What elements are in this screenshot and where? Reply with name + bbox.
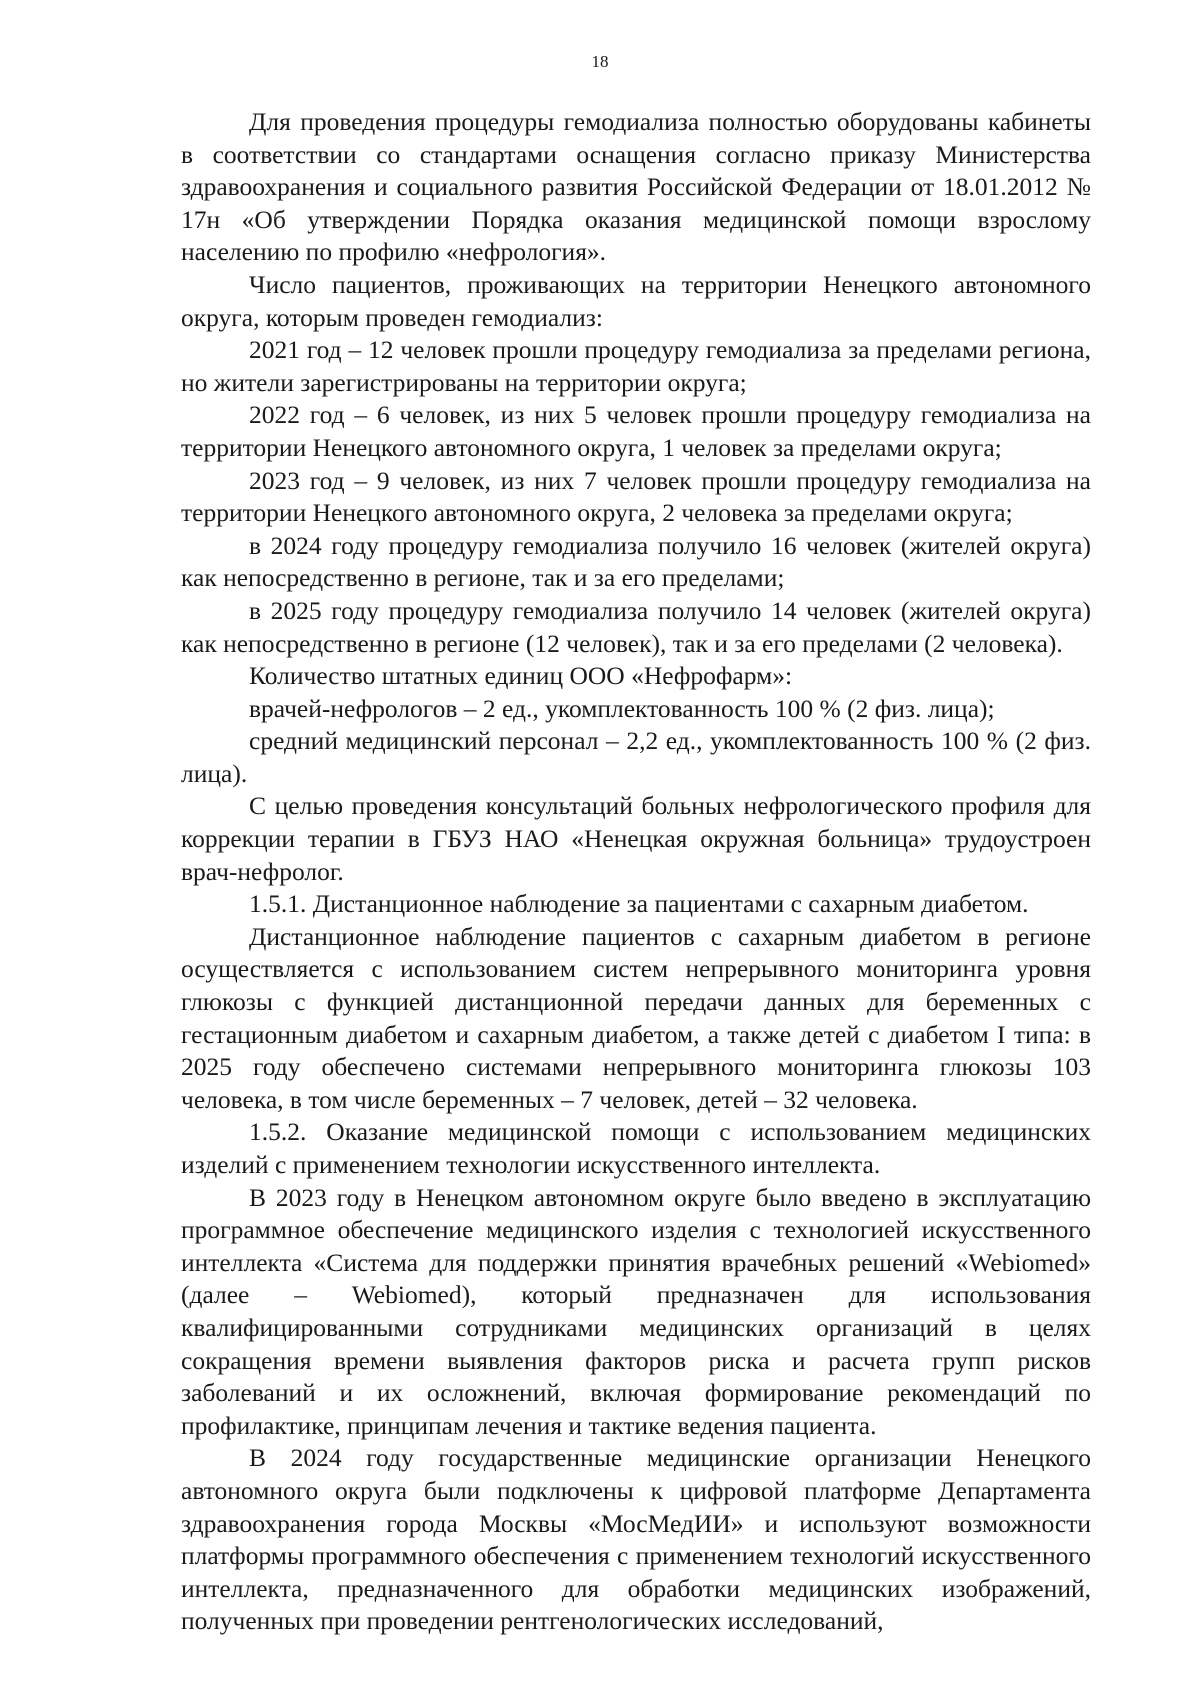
paragraph-patient-count-intro: Число пациентов, проживающих на территории Ненецкого автономного округа, которым проведен гемодиализ: xyxy=(181,269,1091,332)
paragraph-staff-units: Количество штатных единиц ООО «Нефрофарм»: xyxy=(249,661,793,691)
paragraph-year-2022: 2022 год – 6 человек, из них 5 человек прошли процедуру гемодиализа на территории Ненецкого автономного округа, 1 человек за пределами округа; xyxy=(181,400,1091,462)
paragraph-nephrologist-hired: С целью проведения консультаций больных нефрологического профиля для коррекции терапии в ГБУЗ НАО «Ненецкая окружная больница» трудоустроен врач-нефролог. xyxy=(181,791,1091,886)
paragraph-medical-staff: средний медицинский персонал – 2,2 ед., укомплектованность 100 % (2 физ. лица). xyxy=(181,726,1091,788)
paragraph-year-2025: в 2025 году процедуру гемодиализа получило 14 человек (жителей округа) как непосредственно в регионе (12 человек), так и за его пределами (2 человека). xyxy=(181,595,1091,658)
paragraph-nephrologists: врачей-нефрологов – 2 ед., укомплектованность 100 % (2 физ. лица); xyxy=(249,693,995,723)
section-heading-1-5-2: 1.5.2. Оказание медицинской помощи с использованием медицинских изделий с применением технологии искусственного интеллекта. xyxy=(181,1117,1091,1179)
paragraph-glucose-monitoring: Дистанционное наблюдение пациентов с сахарным диабетом в регионе осуществляется с использованием систем непрерывного мониторинга уровня глюкозы с функцией дистанционной передачи данных для беременных с гестационным диабетом и сахарным диабетом, а также детей с диабетом I типа: в 2025 году обеспечено системами непрерывного мониторинга глюкозы 103 человека, в том числе беременных – 7 человек, детей – 32 человека. xyxy=(181,921,1091,1114)
section-heading-1-5-1: 1.5.1. Дистанционное наблюдение за пациентами с сахарным диабетом. xyxy=(249,889,1029,919)
paragraph-year-2024: в 2024 году процедуру гемодиализа получило 16 человек (жителей округа) как непосредственно в регионе, так и за его пределами; xyxy=(181,530,1091,593)
paragraph-hemodialysis-equipment: Для проведения процедуры гемодиализа полностью оборудованы кабинеты в соответствии со стандартами оснащения согласно приказу Министерства здравоохранения и социального развития Российской Федерации от 18.01.2012 № 17н «Об утверждении Порядка оказания медицинской помощи взрослому населению по профилю «нефрология». xyxy=(181,107,1091,267)
paragraph-year-2021: 2021 год – 12 человек прошли процедуру гемодиализа за пределами региона, но жители зарегистрированы на территории округа; xyxy=(181,335,1091,397)
paragraph-mosmedii: В 2024 году государственные медицинские организации Ненецкого автономного округа были подключены к цифровой платформе Департамента здравоохранения города Москвы «МосМедИИ» и используют возможности платформы программного обеспечения с применением технологий искусственного интеллекта, предназначенного для обработки медицинских изображений, полученных при проведении рентгенологических исследований, xyxy=(181,1443,1091,1636)
document-body xyxy=(181,106,1091,1638)
paragraph-year-2023: 2023 год – 9 человек, из них 7 человек прошли процедуру гемодиализа на территории Ненецкого автономного округа, 2 человека за пределами округа; xyxy=(181,465,1091,528)
page-number: 18 xyxy=(591,52,609,71)
paragraph-webiomed: В 2023 году в Ненецком автономном округе было введено в эксплуатацию программное обеспечение медицинского изделия с технологией искусственного интеллекта «Система для поддержки принятия врачебных решений «Webiomed» (далее – Webiomed), который предназначен для использования квалифицированными сотрудниками медицинских организаций в целях сокращения времени выявления факторов риска и расчета групп рисков заболеваний и их осложнений, включая формирование рекомендаций по профилактике, принципам лечения и тактике ведения пациента. xyxy=(181,1182,1091,1440)
